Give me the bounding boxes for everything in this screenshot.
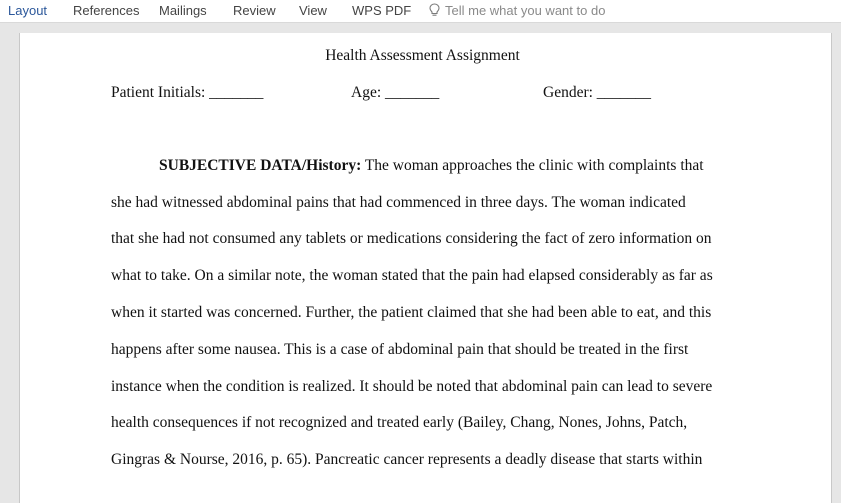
tab-view[interactable]: View bbox=[299, 3, 327, 18]
tab-wps-pdf[interactable]: WPS PDF bbox=[352, 3, 412, 18]
document-page[interactable] bbox=[19, 33, 832, 503]
paragraph-line-1-text: The woman approaches the clinic with complaints that bbox=[361, 157, 704, 174]
paragraph-line-9: Gingras & Nourse, 2016, p. 65). Pancreatic cancer represents a deadly disease that starts within bbox=[111, 451, 703, 468]
gender-field: Gender: _______ bbox=[543, 84, 652, 101]
paragraph-line-8: health consequences if not recognized and treated early (Bailey, Chang, Nones, Johns, Patch, bbox=[111, 414, 688, 431]
paragraph-line-4: what to take. On a similar note, the woman stated that the pain had elapsed considerably as far as bbox=[111, 267, 713, 284]
tell-me-search[interactable] bbox=[428, 3, 605, 18]
subjective-data-heading: SUBJECTIVE DATA/History: bbox=[159, 157, 362, 174]
paragraph-line-6: happens after some nausea. This is a case of abdominal pain that should be treated in the first bbox=[111, 341, 689, 358]
paragraph-line-7: instance when the condition is realized. It should be noted that abdominal pain can lead to severe bbox=[111, 378, 713, 395]
age-field: Age: _______ bbox=[351, 84, 440, 101]
paragraph-line-1 bbox=[159, 157, 704, 175]
document-canvas bbox=[0, 23, 841, 480]
tab-review[interactable]: Review bbox=[233, 3, 276, 18]
tell-me-placeholder: Tell me what you want to do bbox=[445, 3, 606, 18]
document-title: Health Assessment Assignment bbox=[325, 47, 520, 64]
paragraph-line-3: that she had not consumed any tablets or medications considering the fact of zero information on bbox=[111, 230, 712, 247]
tab-layout[interactable]: Layout bbox=[8, 3, 48, 18]
paragraph-line-2: she had witnessed abdominal pains that had commenced in three days. The woman indicated bbox=[111, 194, 686, 211]
tab-references[interactable]: References bbox=[73, 3, 140, 18]
tab-mailings[interactable]: Mailings bbox=[159, 3, 207, 18]
lightbulb-icon bbox=[428, 3, 441, 17]
ribbon-tab-bar bbox=[0, 0, 841, 23]
paragraph-line-5: when it started was concerned. Further, the patient claimed that she had been able to eat, and this bbox=[111, 304, 712, 321]
patient-initials-field: Patient Initials: _______ bbox=[111, 84, 264, 101]
